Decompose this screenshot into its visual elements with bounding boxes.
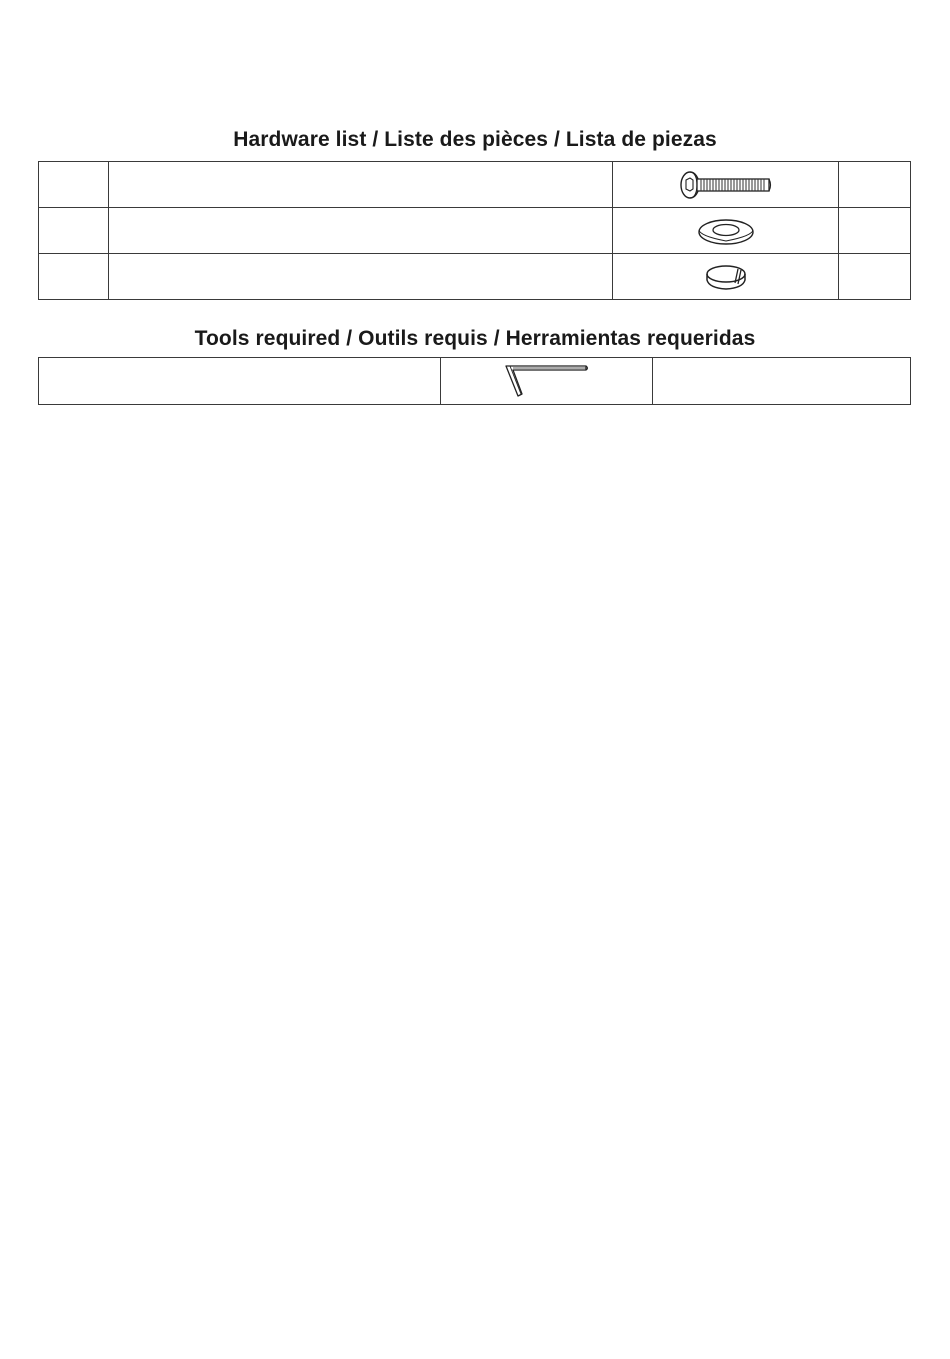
part-image-cell xyxy=(613,162,839,208)
part-image-cell xyxy=(613,254,839,300)
hardware-list-table xyxy=(38,161,911,300)
part-quantity-cell xyxy=(839,208,911,254)
part-description-cell xyxy=(109,254,613,300)
part-quantity-cell xyxy=(839,254,911,300)
part-image-cell xyxy=(613,208,839,254)
table-row xyxy=(39,358,911,405)
part-label-cell xyxy=(39,254,109,300)
hardware-list-title: Hardware list / Liste des pièces / Lista de piezas xyxy=(233,128,717,151)
part-quantity-cell xyxy=(839,162,911,208)
tool-image-cell xyxy=(441,358,653,405)
part-label-cell xyxy=(39,208,109,254)
part-description-cell xyxy=(109,162,613,208)
table-row xyxy=(39,254,911,300)
flat-washer-icon xyxy=(613,216,838,246)
spring-washer-icon xyxy=(613,261,838,293)
table-row xyxy=(39,162,911,208)
table-row xyxy=(39,208,911,254)
tools-required-title: Tools required / Outils requis / Herramientas requeridas xyxy=(194,327,756,350)
part-label-cell xyxy=(39,162,109,208)
tool-quantity-cell xyxy=(653,358,911,405)
part-description-cell xyxy=(109,208,613,254)
tools-required-table xyxy=(38,357,911,405)
bolt-icon xyxy=(613,170,838,200)
tool-description-cell xyxy=(39,358,441,405)
allen-key-icon xyxy=(441,363,652,399)
